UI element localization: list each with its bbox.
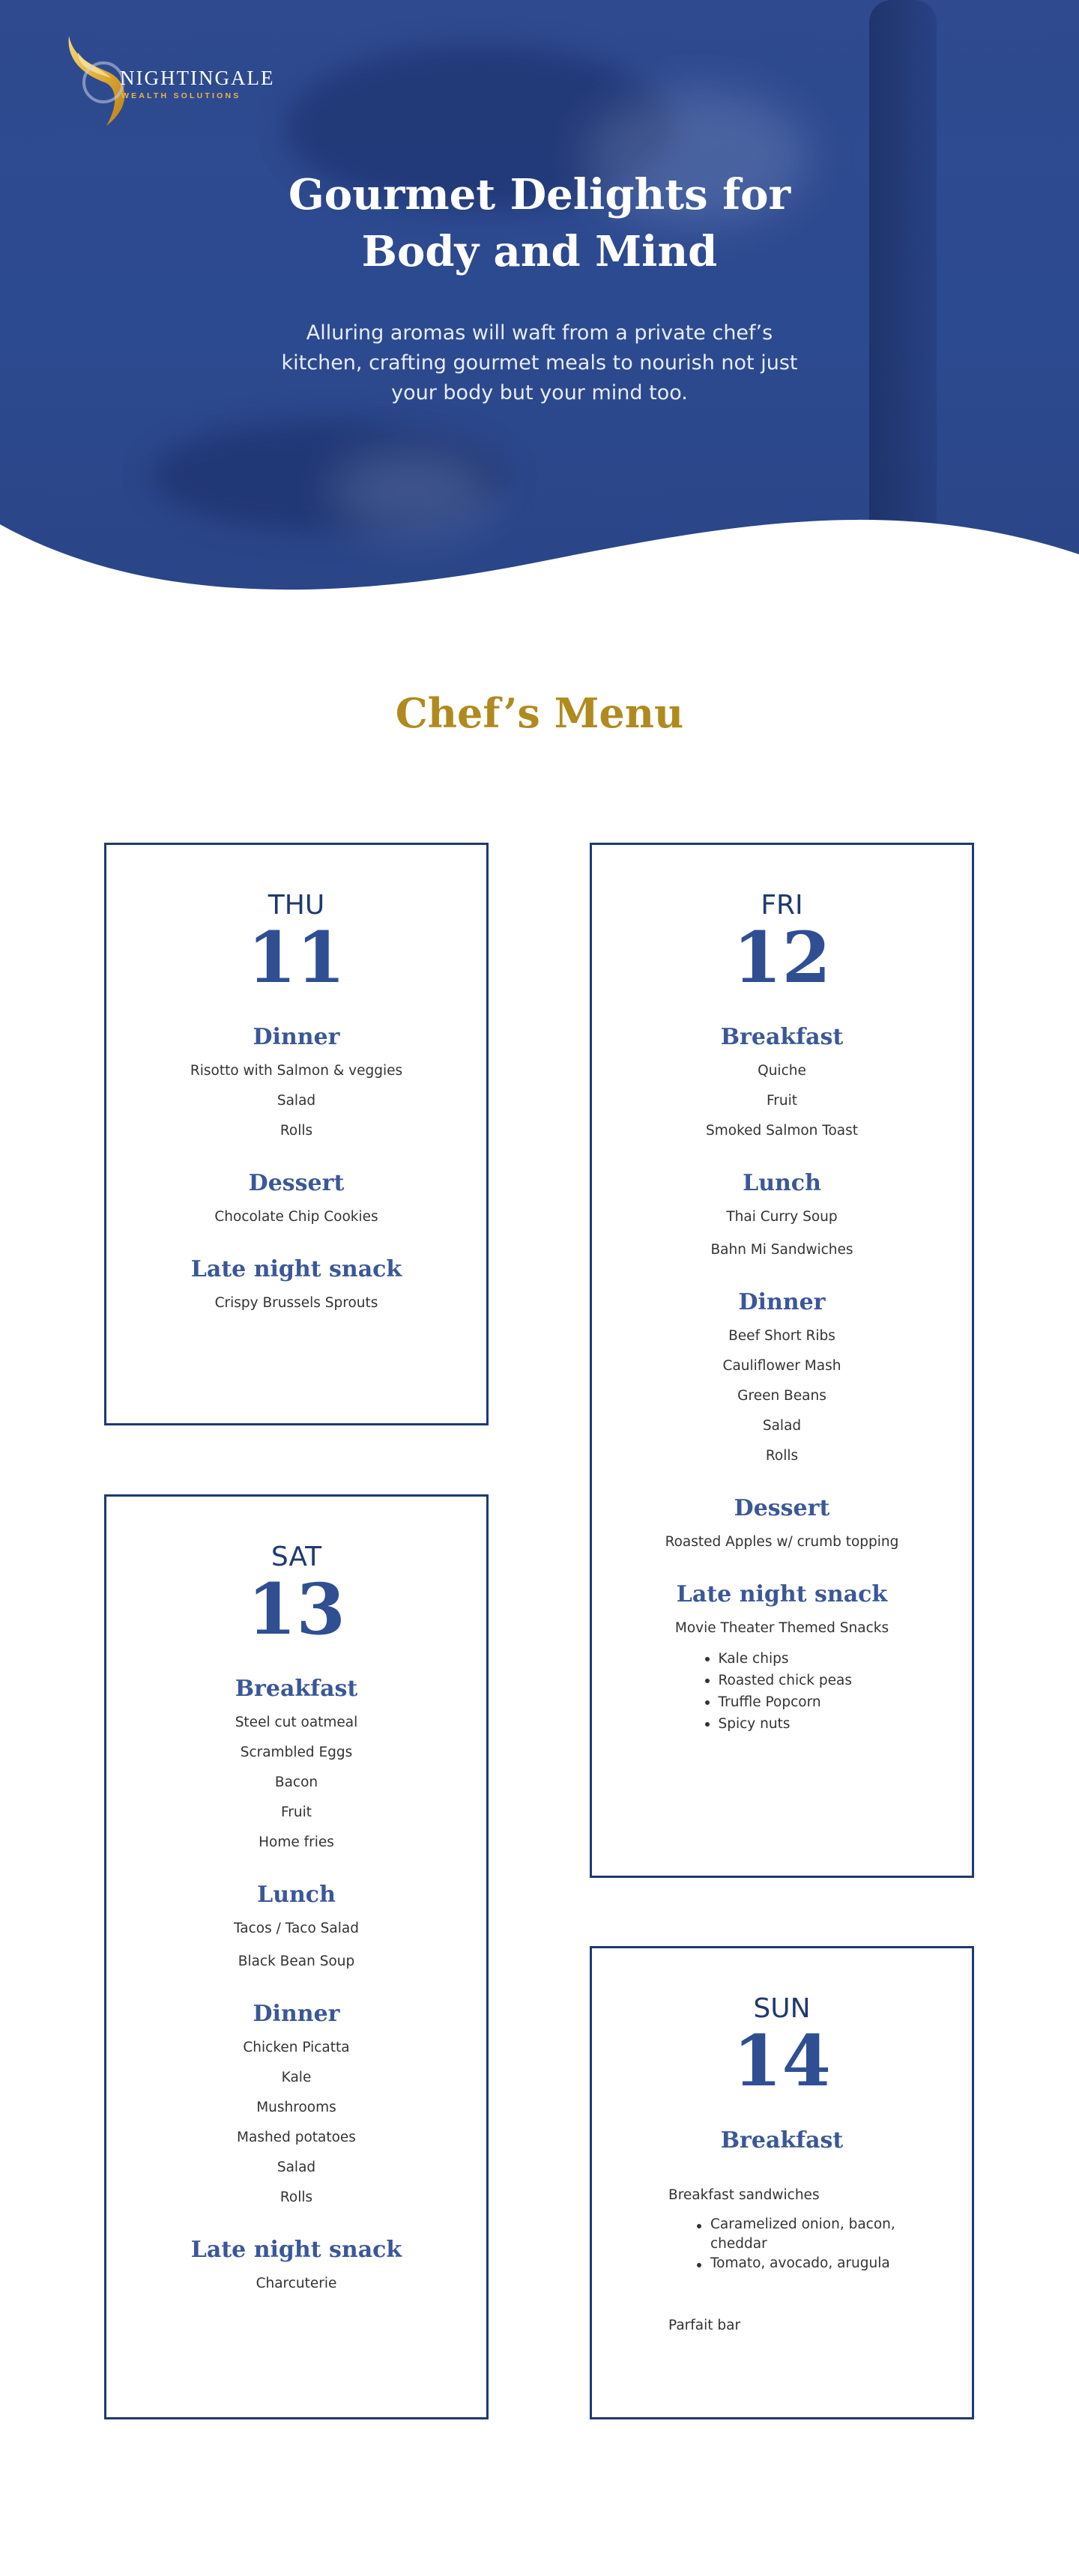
meal-name: Breakfast	[235, 1676, 358, 1702]
meal-item: Chicken Picatta	[243, 2040, 350, 2055]
menu-card-sun	[590, 1946, 974, 2419]
bullet-item: Tomato, avocado, arugula	[695, 2254, 920, 2273]
meal-item: Chocolate Chip Cookies	[214, 1209, 378, 1225]
meal-name: Dinner	[253, 1024, 340, 1050]
meal-dinner	[106, 2001, 486, 2207]
menu-card-sat	[104, 1494, 489, 2419]
meal-item: Mushrooms	[256, 2100, 336, 2115]
card-date: 11	[247, 917, 345, 999]
meal-name: Breakfast	[720, 1024, 844, 1050]
card-date: 14	[733, 2020, 831, 2103]
meal-breakfast	[106, 1676, 486, 1852]
card-date: 12	[733, 917, 831, 999]
meal-item: Black Bean Soup	[238, 1954, 355, 1969]
meal-dessert	[592, 1495, 972, 1551]
sandwich-bullet-list	[695, 2215, 920, 2273]
bullet-item: Kale chips	[704, 1648, 861, 1670]
meal-name: Breakfast	[720, 2127, 844, 2154]
meal-breakfast	[592, 2127, 972, 2335]
brand-name: NIGHTINGALE	[120, 66, 275, 89]
bullet-item: Caramelized onion, bacon, cheddar	[695, 2215, 920, 2254]
menu-card-thu	[104, 843, 489, 1425]
bullet-item: Roasted chick peas	[704, 1670, 861, 1691]
meal-item: Mashed potatoes	[237, 2130, 356, 2145]
meal-name: Dessert	[734, 1495, 830, 1521]
menu-card-fri	[590, 843, 974, 1878]
meal-dessert	[106, 1170, 486, 1226]
meal-breakfast	[592, 1024, 972, 1140]
meal-late-night-snack	[592, 1581, 972, 1735]
meal-lunch	[592, 1170, 972, 1259]
meal-item: Bacon	[274, 1775, 318, 1790]
bullet-item: Truffle Popcorn	[704, 1691, 861, 1713]
meal-item: Rolls	[279, 1123, 313, 1139]
meal-item: Quiche	[758, 1063, 806, 1079]
hero-wave-divider	[0, 479, 1079, 599]
meal-item: Kale	[281, 2070, 312, 2085]
meal-dinner	[106, 1024, 486, 1140]
meal-item: Cauliflower Mash	[722, 1358, 841, 1374]
meal-item: Parfait bar	[668, 2318, 741, 2333]
meal-name: Late night snack	[190, 1256, 402, 1282]
brand-logo[interactable]	[61, 30, 274, 132]
meal-item: Thai Curry Soup	[726, 1209, 838, 1225]
meal-item: Steel cut oatmeal	[235, 1715, 358, 1730]
card-day: THU	[268, 890, 325, 921]
card-day: SAT	[270, 1542, 322, 1572]
meal-item: Bahn Mi Sandwiches	[710, 1242, 853, 1258]
meal-dinner	[592, 1289, 972, 1465]
meal-item: Fruit	[766, 1093, 798, 1109]
meal-lunch	[106, 1882, 486, 1971]
meal-item: Rolls	[765, 1448, 799, 1464]
meal-item: Scrambled Eggs	[240, 1745, 353, 1760]
meal-item: Charcuterie	[256, 2276, 337, 2291]
meal-name: Dessert	[248, 1170, 345, 1196]
meal-item: Roasted Apples w/ crumb topping	[665, 1534, 899, 1550]
card-day: FRI	[761, 890, 803, 921]
meal-name: Late night snack	[190, 2237, 402, 2263]
brand-tagline: WEALTH SOLUTIONS	[121, 91, 241, 100]
meal-item: Tacos / Taco Salad	[234, 1921, 359, 1936]
meal-item: Beef Short Ribs	[728, 1328, 835, 1344]
card-day: SUN	[753, 1993, 811, 2024]
meal-name: Lunch	[743, 1170, 821, 1196]
meal-item: Home fries	[259, 1834, 334, 1850]
breakfast-details	[592, 2186, 972, 2335]
meal-late-night-snack	[106, 1256, 486, 1312]
meal-item: Salad	[762, 1418, 802, 1434]
meal-item: Smoked Salmon Toast	[705, 1123, 858, 1139]
meal-item: Risotto with Salmon & veggies	[190, 1063, 403, 1079]
meal-item: Rolls	[279, 2189, 313, 2205]
meal-item: Breakfast sandwiches	[668, 2187, 820, 2203]
hero-description: Alluring aromas will waft from a private chef’s kitchen, crafting gourmet meals to nourish not just your body but your mind too.	[281, 321, 798, 404]
meal-item: Movie Theater Themed Snacks	[674, 1620, 889, 1636]
meal-name: Lunch	[257, 1882, 336, 1908]
meal-item: Salad	[276, 2160, 316, 2175]
hero-banner	[0, 0, 1079, 599]
hero-title: Gourmet Delights for Body and Mind	[288, 170, 791, 276]
snack-bullet-list	[704, 1648, 861, 1735]
meal-name: Dinner	[253, 2001, 340, 2027]
meal-item: Fruit	[280, 1804, 312, 1820]
meal-name: Dinner	[738, 1289, 826, 1315]
meal-late-night-snack	[106, 2237, 486, 2293]
meal-item: Crispy Brussels Sprouts	[214, 1295, 378, 1311]
meal-name: Late night snack	[676, 1581, 888, 1607]
meal-item: Salad	[276, 1093, 316, 1109]
bullet-item: Spicy nuts	[704, 1713, 861, 1735]
menu-title: Chef’s Menu	[395, 689, 684, 737]
card-date: 13	[247, 1569, 345, 1651]
meal-item: Green Beans	[737, 1388, 826, 1404]
